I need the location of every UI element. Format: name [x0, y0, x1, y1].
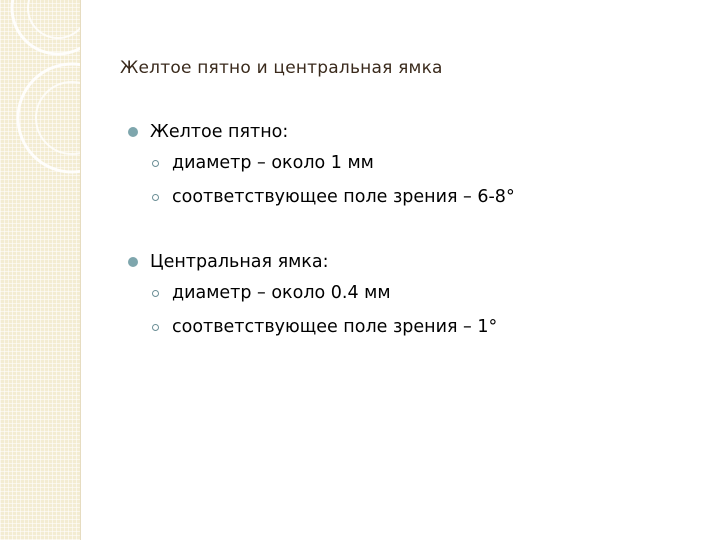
sub-bullet-text: соответствующее поле зрения – 1°	[172, 317, 498, 337]
bullet-list	[128, 118, 688, 344]
sub-bullet-text: диаметр – около 1 мм	[172, 153, 374, 173]
sub-bullet-text: диаметр – около 0.4 мм	[172, 283, 391, 303]
slide-title: Желтое пятно и центральная ямка	[120, 58, 443, 78]
decorative-circles	[0, 0, 80, 540]
sub-bullet-macula-field	[128, 180, 688, 214]
sub-bullet-fovea-diameter	[128, 276, 688, 310]
sub-bullet-text: соответствующее поле зрения – 6-8°	[172, 187, 515, 207]
bullet-label: Желтое пятно:	[150, 122, 289, 142]
sub-bullet-macula-diameter	[128, 146, 688, 180]
sub-bullet-fovea-field	[128, 310, 688, 344]
sub-bullet-ring-icon	[152, 290, 159, 297]
sub-bullet-ring-icon	[152, 324, 159, 331]
bullet-fovea	[128, 248, 688, 276]
group-spacer	[128, 214, 688, 248]
bullet-label: Центральная ямка:	[150, 252, 329, 272]
bullet-macula	[128, 118, 688, 146]
side-band-divider	[80, 0, 81, 540]
bullet-dot-icon	[128, 257, 138, 267]
bullet-dot-icon	[128, 127, 138, 137]
sub-bullet-ring-icon	[152, 160, 159, 167]
sub-bullet-ring-icon	[152, 194, 159, 201]
decorative-side-band	[0, 0, 80, 540]
